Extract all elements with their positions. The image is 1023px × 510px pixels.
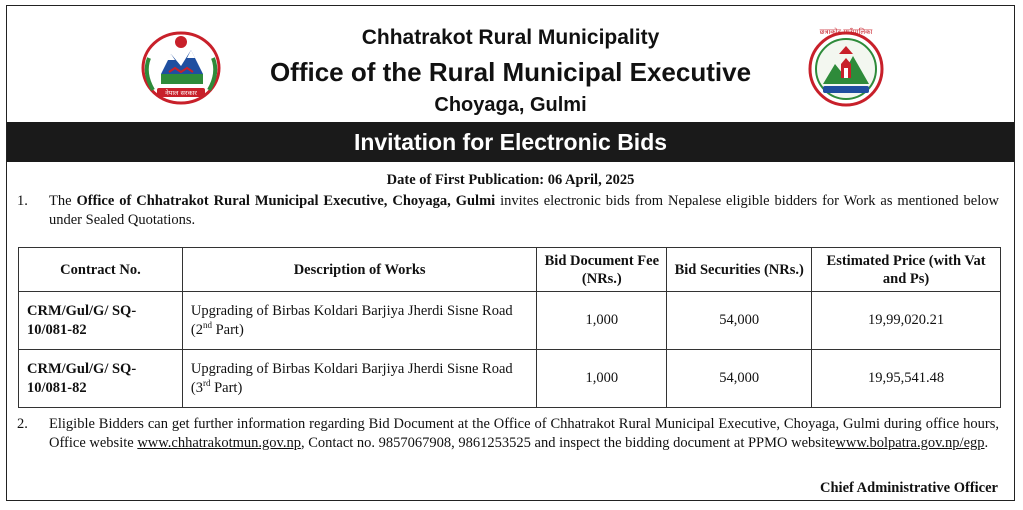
table-row [19,350,1001,408]
paragraph-1-prefix: The [49,193,77,209]
contract-number-cell: CRM/Gul/G/ SQ-10/081-82 [19,350,183,408]
bid-security-cell: 54,000 [667,350,812,408]
bid-fee-cell: 1,000 [537,350,667,408]
paragraph-1-office-name: Office of Chhatrakot Rural Municipal Executive, Choyaga, Gulmi [76,193,496,209]
signature-title: Chief Administrative Officer [820,480,998,496]
table-row [19,292,1001,350]
estimated-price-cell: 19,99,020.21 [812,292,1001,350]
description-text: Upgrading of Birbas Koldari Barjiya Jherdi Sisne Road ( [190,302,513,338]
paragraph-2-part-2: , Contact no. 9857067908, 9861253525 and inspect the bidding document at PPMO website [300,435,836,451]
notice-header [7,6,1014,122]
part-label: Part) [211,321,244,338]
office-title: Office of the Rural Municipal Executive [269,57,752,87]
bids-table [18,247,1001,408]
bid-security-cell: 54,000 [667,292,812,350]
paragraph-1-text [49,192,999,230]
publication-date: Date of First Publication: 06 April, 2025 [386,172,635,188]
header-description: Description of Works [182,248,537,292]
notice-title-banner [7,122,1014,162]
estimated-price-cell: 19,95,541.48 [812,350,1001,408]
office-location: Choyaga, Gulmi [434,94,587,116]
municipality-logo-text: छत्राकोट गाउँपालिका [819,28,873,36]
office-website-link[interactable]: www.chhatrakotmun.gov.np [137,435,301,451]
municipality-name: Chhatrakot Rural Municipality [361,26,660,49]
ppmo-website-link[interactable]: www.bolpatra.gov.np/egp [835,435,985,451]
nepal-emblem-text: नेपाल सरकार [165,89,197,97]
contract-number-cell: CRM/Gul/G/ SQ-10/081-82 [19,292,183,350]
notice-frame [6,5,1015,501]
paragraph-2-text [49,415,999,453]
header-bid-fee: Bid Document Fee (NRs.) [537,248,667,292]
part-number: 2 [195,321,203,338]
header-contract-no: Contract No. [19,248,183,292]
part-number: 3 [195,379,203,396]
description-text: Upgrading of Birbas Koldari Barjiya Jherdi Sisne Road ( [190,360,513,396]
notice-title: Invitation for Electronic Bids [353,129,668,155]
paragraph-2-part-3: . [984,435,989,451]
paragraph-1 [17,192,999,230]
part-label: Part) [210,379,243,396]
header-estimated-price: Estimated Price (with Vat and Ps) [812,248,1001,292]
table-header-row [19,248,1001,292]
part-ordinal-suffix: nd [202,319,212,330]
header-bid-securities: Bid Securities (NRs.) [667,248,812,292]
bid-fee-cell: 1,000 [537,292,667,350]
description-cell [182,350,537,408]
paragraph-2-number: 2. [17,416,28,432]
description-cell [182,292,537,350]
paragraph-1-suffix: invites electronic bids from Nepalese eligible bidders for Work as mentioned below under Sealed Quotations. [49,193,999,228]
part-ordinal-suffix: rd [202,377,211,388]
paragraph-2-part-1: Eligible Bidders can get further information regarding Bid Document at the Office of Chhatrakot Rural Municipal Executive, Choyaga, Gulmi during office hours, Office website [49,416,999,451]
paragraph-1-number: 1. [17,193,28,209]
paragraph-2 [17,415,999,453]
